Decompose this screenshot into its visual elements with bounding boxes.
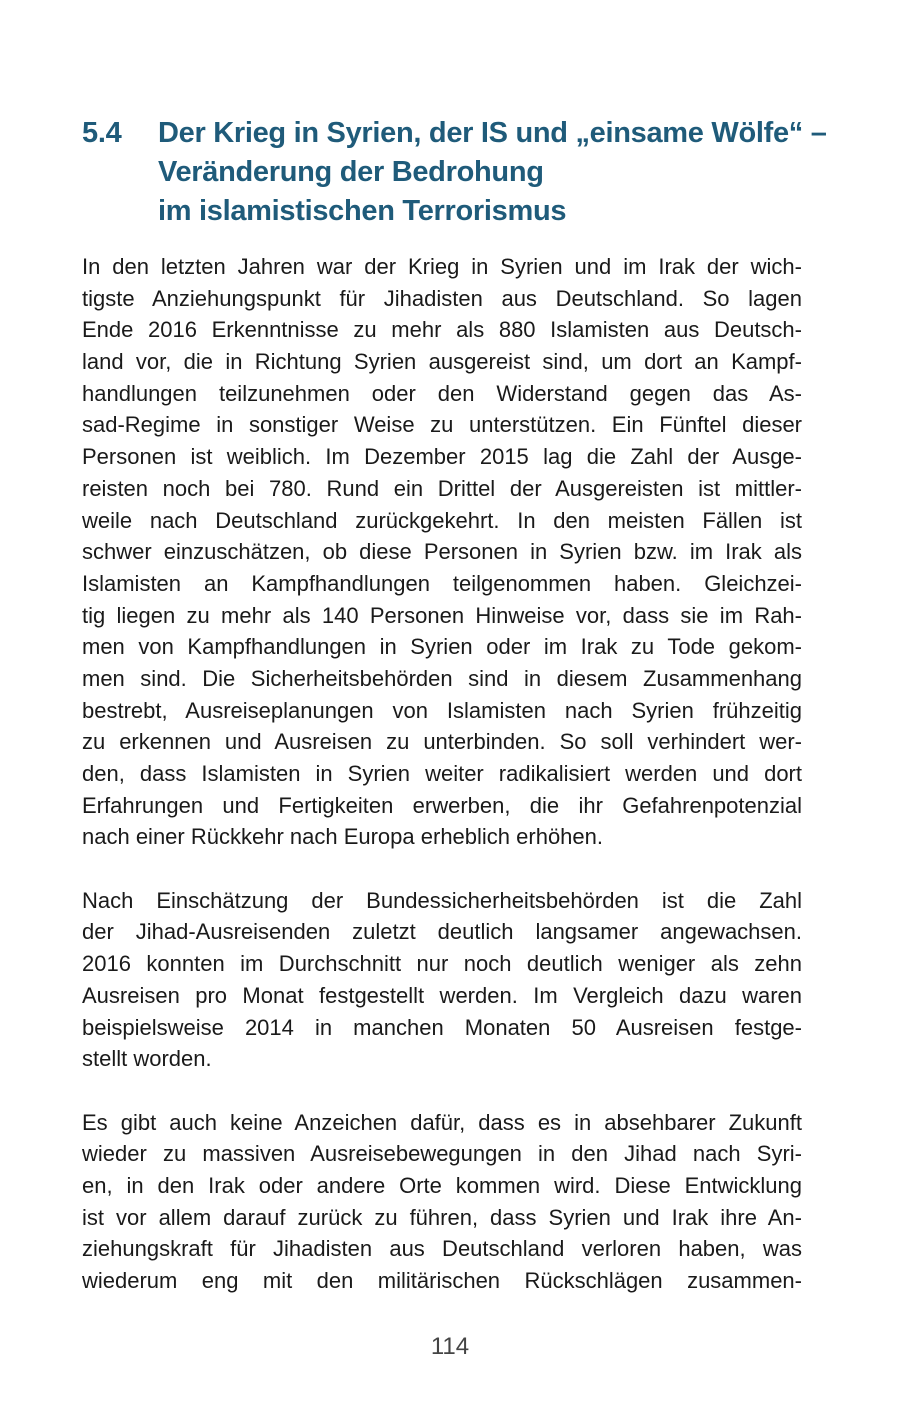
text-line: ziehungskraft für Jihadisten aus Deutschland verloren haben, was: [82, 1236, 802, 1262]
text-line: Ende 2016 Erkenntnisse zu mehr als 880 Islamisten aus Deutsch-: [82, 317, 802, 343]
text-line: tig liegen zu mehr als 140 Personen Hinweise vor, dass sie im Rah-: [82, 602, 802, 628]
page-number: 114: [430, 1333, 470, 1360]
text-line: 2016 konnten im Durchschnitt nur noch deutlich weniger als zehn: [82, 951, 802, 977]
text-line: den, dass Islamisten in Syrien weiter radikalisiert werden und dort: [82, 761, 802, 786]
text-line: In den letzten Jahren war der Krieg in Syrien und im Irak der wich-: [82, 254, 802, 279]
text-line: wiederum eng mit den militärischen Rückschlägen zusammen-: [82, 1268, 802, 1293]
text-line: zu erkennen und Ausreisen zu unterbinden. So soll verhindert wer-: [82, 729, 802, 755]
text-line: Nach Einschätzung der Bundessicherheitsbehörden ist die Zahl: [82, 887, 802, 913]
text-line: weile nach Deutschland zurückgekehrt. In den meisten Fällen ist: [82, 507, 802, 533]
text-line: men sind. Die Sicherheitsbehörden sind in diesem Zusammenhang: [82, 665, 802, 691]
section-title-line: Der Krieg in Syrien, der IS und „einsame Wölfe“ –: [158, 117, 827, 149]
section-title-line: Veränderung der Bedrohung: [158, 156, 544, 188]
text-line: Personen ist weiblich. Im Dezember 2015 lag die Zahl der Ausge-: [82, 444, 802, 470]
text-line: ist vor allem darauf zurück zu führen, dass Syrien und Irak ihre An-: [82, 1204, 802, 1230]
section-title-line: im islamistischen Terrorismus: [158, 195, 567, 227]
text-line: Islamisten an Kampfhandlungen teilgenommen haben. Gleichzei-: [82, 570, 802, 596]
text-line: bestrebt, Ausreiseplanungen von Islamisten nach Syrien frühzeitig: [82, 697, 802, 723]
text-line: land vor, die in Richtung Syrien ausgereist sind, um dort an Kampf-: [82, 349, 802, 375]
text-line: Erfahrungen und Fertigkeiten erwerben, die ihr Gefahrenpotenzial: [82, 792, 802, 818]
text-line: Ausreisen pro Monat festgestellt werden. Im Vergleich dazu waren: [82, 982, 802, 1008]
text-line: en, in den Irak oder andere Orte kommen wird. Diese Entwicklung: [82, 1172, 802, 1198]
text-line: stellt worden.: [82, 1046, 212, 1072]
text-line: handlungen teilzunehmen oder den Widerstand gegen das As-: [82, 380, 802, 406]
text-line: reisten noch bei 780. Rund ein Drittel der Ausgereisten ist mittler-: [82, 475, 802, 501]
section-number: 5.4: [82, 117, 122, 149]
text-line: der Jihad-Ausreisenden zuletzt deutlich langsamer angewachsen.: [82, 919, 802, 945]
text-line: men von Kampfhandlungen in Syrien oder im Irak zu Tode gekom-: [82, 634, 802, 660]
text-line: beispielsweise 2014 in manchen Monaten 50 Ausreisen festge-: [82, 1014, 802, 1040]
text-line: schwer einzuschätzen, ob diese Personen in Syrien bzw. im Irak als: [82, 539, 802, 565]
text-line: nach einer Rückkehr nach Europa erheblich erhöhen.: [82, 824, 603, 850]
text-line: Es gibt auch keine Anzeichen dafür, dass es in absehbarer Zukunft: [82, 1109, 802, 1135]
text-line: wieder zu massiven Ausreisebewegungen in den Jihad nach Syri-: [82, 1141, 802, 1167]
body-text: [82, 251, 802, 1297]
paragraph-3: [82, 1107, 802, 1297]
paragraph-2: [82, 885, 802, 1075]
text-line: sad-Regime in sonstiger Weise zu unterstützen. Ein Fünftel dieser: [82, 412, 802, 438]
paragraph-1: [82, 251, 802, 853]
text-line: tigste Anziehungspunkt für Jihadisten aus Deutschland. So lagen: [82, 285, 802, 311]
section-title: [158, 114, 827, 231]
section-heading: [82, 114, 827, 231]
